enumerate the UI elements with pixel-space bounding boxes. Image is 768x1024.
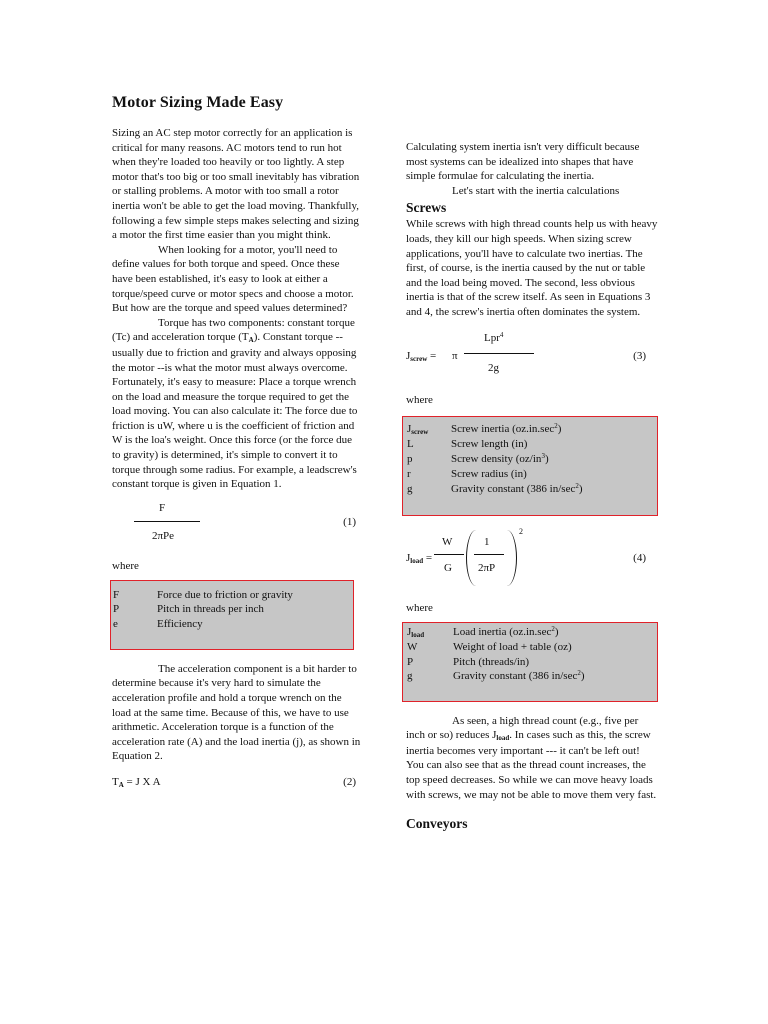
page-title: Motor Sizing Made Easy: [112, 94, 284, 111]
eq4-exponent: 2: [519, 526, 523, 536]
variable-row: [403, 467, 657, 482]
variable-row: [403, 625, 657, 641]
eq3-pi: π: [452, 349, 458, 362]
equation-4: [406, 526, 658, 602]
eq4-number: (4): [633, 551, 646, 564]
thread-count-paragraph: [406, 714, 658, 803]
torque-text-b: ). Constant torque -- usually due to friction and gravity and always opposing the motor --is what the motor must always overcome. Fortunately, it's easy to measure: Place a torque wrench on the load and measure the torque required to get the load moving. You can also calculate it: The force due to friction is uW, where u is the coefficient of friction and W is the loa's weight. Once this force (or the force due to gravity) is determined, it's simple to convert it to torque through some radius. For example, a leadscrew's constant torque is given in Equation 1.: [112, 331, 358, 491]
eq3-lhs: [406, 350, 436, 362]
inertia-start-paragraph: Let's start with the inertia calculations: [452, 184, 620, 197]
eq3-numerator-text: Lpr: [484, 331, 500, 344]
variable-row: [403, 482, 657, 498]
eq3-lhs-symbol: J: [406, 349, 411, 362]
eq3-denominator: 2g: [488, 361, 499, 374]
variable-description: Gravity constant (386 $in/\sec^2$): [453, 669, 585, 683]
variable-symbol: L: [407, 438, 414, 451]
torque-text-a: Torque has two components: constant torque (Tc) and acceleration torque (T: [112, 316, 355, 344]
eq1-number: (1): [343, 515, 356, 528]
equation-3: [406, 332, 658, 392]
eq3-fraction-line: [464, 353, 534, 354]
variable-symbol: F: [113, 588, 120, 601]
eq2-lhs: T: [112, 776, 119, 788]
variable-symbol: P: [113, 603, 120, 616]
inertia-paragraph: Calculating system inertia isn't very difficult because most systems can be idealized into shapes that have simple formulae for calculating the inertia.: [406, 141, 640, 183]
eq1-numerator: F: [159, 501, 166, 514]
eq4-inner-denominator: 2πP: [478, 561, 496, 574]
thread-count-text-b: . In cases such as this, the screw inertia becomes very important --- it can't be left out! You can also see that as the thread count increases, the top speed decreases. So while we can move heavy loads with screws, we may not be able to move them very fast.: [406, 729, 657, 801]
variable-description: Screw length (in): [451, 438, 528, 451]
eq4-inner-fraction-line: [474, 554, 504, 555]
variable-box-2: [402, 416, 658, 516]
eq4-inner-numerator: 1: [484, 535, 490, 548]
torque-subscript: A: [248, 336, 254, 345]
variable-description: Efficiency: [157, 618, 203, 631]
variable-description: Screw radius (in): [451, 468, 527, 481]
variable-symbol: P: [407, 655, 414, 668]
variable-symbol: W: [407, 641, 418, 654]
where-label-1: where: [112, 559, 139, 572]
right-column: [406, 140, 658, 833]
variable-row: [111, 588, 353, 603]
variable-description: Weight of load + table (oz): [453, 641, 572, 654]
variable-description: Pitch in threads per inch: [157, 603, 264, 616]
variable-symbol: g: [407, 482, 413, 495]
eq4-denominator: G: [444, 561, 452, 574]
variable-symbol: Jscrew: [407, 422, 429, 436]
eq3-lhs-subscript: screw: [410, 354, 428, 363]
intro-paragraph: Sizing an AC step motor correctly for an application is critical for many reasons. AC motors tend to run hot when they're loaded too heavily or too lightly. A step motor that's too big or too small inevitably has vibration or stalling problems. A motor with too small a rotor inertia won't be able to get the load moving. Thankfully, following a few simple steps makes selecting and sizing a motor the first time easier than you might think.: [112, 127, 360, 242]
variable-description: Load inertia $(oz.in.\sec^2)$: [453, 624, 559, 638]
left-column: [112, 94, 362, 792]
eq1-denominator: 2πPe: [152, 529, 175, 542]
variable-box-3: [402, 622, 658, 702]
eq2-subscript: A: [118, 781, 124, 789]
eq3-equals: =: [430, 349, 437, 362]
where-label-2: where: [406, 393, 433, 406]
torque-speed-paragraph: When looking for a motor, you'll need to define values for both torque and speed. Once these have been established, it's easy to look at either a torque/speed curve or motor specs and choose a motor. But how are the torque and speed values determined?: [112, 243, 354, 315]
variable-symbol: p: [407, 452, 413, 465]
equation-2: [112, 776, 362, 792]
variable-row: [111, 617, 353, 632]
variable-row: [111, 602, 353, 617]
thread-count-subscript: load: [496, 734, 510, 743]
variable-description: Screw inertia $(oz.in.\sec^2)$: [451, 421, 562, 435]
heading-screws: Screws: [406, 200, 447, 216]
variable-description: Gravity constant (386 $in/\sec^2$): [451, 481, 583, 495]
eq1-fraction-line: [134, 521, 200, 522]
heading-conveyors: Conveyors: [406, 816, 468, 832]
variable-description: Pitch (threads/in): [453, 655, 530, 668]
eq4-lhs-subscript: load: [410, 556, 424, 565]
screws-paragraph: While screws with high thread counts help us with heavy loads, they kill our high speeds. When sizing screw applications, you'll have to calculate two inertias. The first, of course, is the inertia caused by the nut or table and the load being moved. The second, less obvious inertia is that of the screw itself. As seen in Equations 3 and 4, the screw's inertia often dominates the system.: [406, 218, 658, 318]
eq3-numerator-sup: 4: [499, 330, 504, 339]
variable-row: [403, 640, 657, 655]
equation-1: [112, 502, 362, 560]
variable-row: [403, 422, 657, 438]
eq2-rhs: = J X A: [123, 776, 161, 788]
eq4-numerator: W: [442, 535, 453, 548]
variable-row: [403, 452, 657, 468]
variable-symbol: r: [407, 468, 411, 481]
eq4-right-paren: [506, 530, 517, 586]
eq2-number: (2): [343, 776, 356, 788]
variable-row: [403, 655, 657, 670]
eq4-left-paren: [466, 530, 477, 586]
eq4-fraction-line: [434, 554, 464, 555]
variable-row: [403, 669, 657, 685]
torque-components-paragraph: [112, 316, 362, 492]
variable-row: [403, 437, 657, 452]
variable-symbol: Jload: [407, 625, 425, 639]
eq4-lhs-symbol: J: [406, 551, 411, 564]
where-label-3: where: [406, 601, 433, 614]
variable-symbol: g: [407, 670, 413, 683]
eq4-equals: =: [425, 551, 433, 564]
variable-symbol: e: [113, 618, 118, 631]
variable-box-1: [110, 580, 354, 650]
thread-count-text-a: As seen, a high thread count (e.g., five per inch or so) reduces J: [406, 714, 639, 742]
acceleration-paragraph: The acceleration component is a bit harder to determine because it's very hard to simulate the acceleration profile and hold a torque wrench on the load at the same time. Because of this, we have to use arithmetic. Acceleration torque is a function of the acceleration rate (A) and the load inertia (j), as shown in Equation 2.: [112, 662, 361, 763]
variable-description: Screw density $(oz/in^3)$: [451, 451, 549, 465]
eq3-number: (3): [633, 349, 646, 362]
eq3-numerator: [484, 332, 503, 344]
eq4-lhs: [406, 552, 432, 564]
variable-description: Force due to friction or gravity: [157, 588, 293, 601]
